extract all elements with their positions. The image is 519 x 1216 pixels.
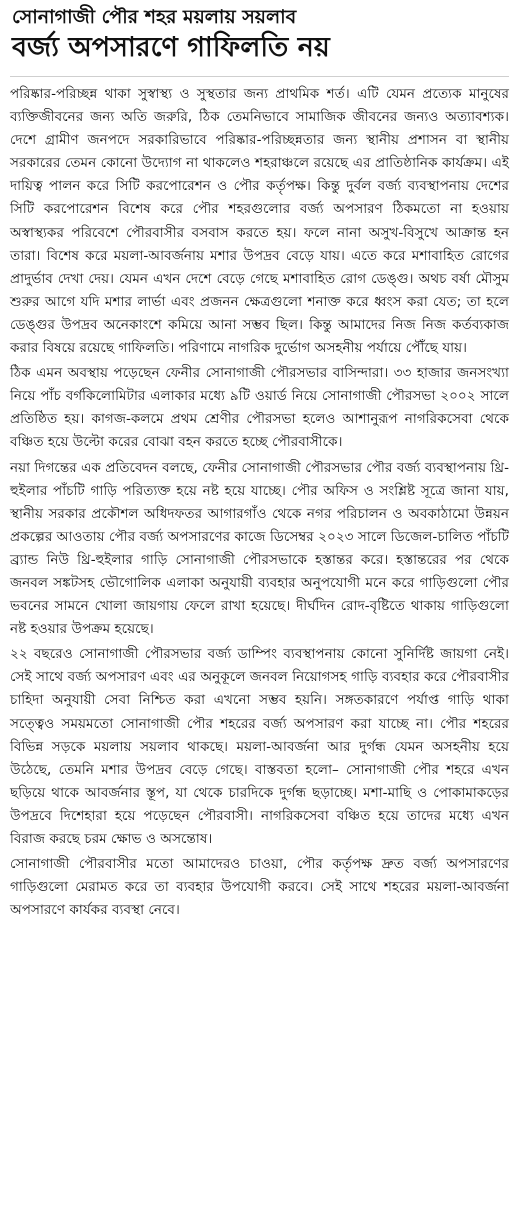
article-headline: বর্জ্য অপসারণে গাফিলতি নয় bbox=[12, 32, 330, 63]
body-paragraph-1: পরিষ্কার-পরিচ্ছন্ন থাকা সুস্বাস্থ্য ও সুস্থতার জন্য প্রাথমিক শর্ত। এটি যেমন প্রত্যেক মানুষের ব্যক্তিজীবনের জন্য অতি জরুরি, ঠিক তেমনিভাবে সামাজিক জীবনের জন্যও অত্যাবশ্যক। দেশে গ্রামীণ জনপদে সরকারিভাবে পরিষ্কার-পরিচ্ছন্নতার জন্য স্থানীয় প্রশাসন বা স্থানীয় সরকারের তেমন কোনো উদ্যোগ না থাকলেও শহরাঞ্চলে রয়েছে এর প্রাতিষ্ঠানিক কার্যক্রম। এই দায়িত্ব পালন করে সিটি করপোরেশন ও পৌর কর্তৃপক্ষ। কিন্তু দুর্বল বর্জ্য ব্যবস্থাপনায় দেশের সিটি করপোরেশন বিশেষ করে পৌর শহরগুলোর বর্জ্য অপসারণ ঠিকমতো না হওয়ায় অস্বাস্থ্যকর পরিবেশে পৌরবাসীর বসবাস করতে হয়। ফলে নানা অসুখ-বিসুখে আক্রান্ত হন তারা। বিশেষ করে ময়লা-আবর্জনায় মশার উপদ্রব বেড়ে যায়। এতে করে মশাবাহিত রোগের প্রাদুর্ভাব দেখা দেয়। যেমন এখন দেশে বেড়ে গেছে মশাবাহিত রোগ ডেঙ্গু। অথচ বর্ষা মৌসুম শুরুর আগে যদি মশার লার্ভা এবং প্রজনন ক্ষেত্রগুলো শনাক্ত করে ধ্বংস করা যেত; তা হলে ডেঙ্গুর উপদ্রব অনেকাংশে কমিয়ে আনা সম্ভব ছিল। কিন্তু আমাদের নিজ নিজ কর্তব্যকাজ করার বিষয়ে রয়েছে গাফিলতি। পরিণামে নাগরিক দুর্ভোগ অসহনীয় পর্যায়ে পৌঁছে যায়। bbox=[10, 86, 509, 357]
divider bbox=[10, 76, 509, 77]
article-kicker: সোনাগাজী পৌর শহর ময়লায় সয়লাব bbox=[12, 6, 297, 28]
body-paragraph-5: সোনাগাজী পৌরবাসীর মতো আমাদেরও চাওয়া, পৌর কর্তৃপক্ষ দ্রুত বর্জ্য অপসারণের গাড়িগুলো মেরামত করে তা ব্যবহার উপযোগী করবে। সেই সাথে শহরের ময়লা-আবর্জনা অপসারণে কার্যকর ব্যবস্থা নেবে। bbox=[10, 856, 509, 919]
body-paragraph-4: ২২ বছরেও সোনাগাজী পৌরসভার বর্জ্য ডাম্পিং ব্যবস্থাপনায় কোনো সুনির্দিষ্ট জায়গা নেই। সেই সাথে বর্জ্য অপসারণ এবং এর অনুকূলে জনবল নিয়োগসহ গাড়ি ব্যবহার করে পৌরবাসীর চাহিদা অনুযায়ী সেবা নিশ্চিত করা এখনো সম্ভব হয়নি। সঙ্গতকারণে পর্যাপ্ত গাড়ি থাকা সত্ত্বেও সময়মতো সোনাগাজী পৌর শহরের বর্জ্য অপসারণ করা যাচ্ছে না। পৌর শহরের বিভিন্ন সড়কে ময়লায় সয়লাব থাকছে। ময়লা-আবর্জনা আর দুর্গন্ধ যেমন অসহনীয় হয়ে উঠেছে, তেমনি মশার উপদ্রব বেড়ে গেছে। বাস্তবতা হলো– সোনাগাজী পৌর শহরে এখন ছড়িয়ে থাকে আবর্জনার স্তূপ, যা থেকে চারদিকে দুর্গন্ধ ছড়াচ্ছে। মশা-মাছি ও পোকামাকড়ের উপদ্রবে দিশেহারা হয়ে পড়েছেন পৌরবাসী। নাগরিকসেবা বঞ্চিত হয়ে তাদের মধ্যে এখন বিরাজ করছে চরম ক্ষোভ ও অসন্তোষ। bbox=[10, 646, 509, 847]
article-body bbox=[10, 83, 509, 922]
body-paragraph-2: ঠিক এমন অবস্থায় পড়েছেন ফেনীর সোনাগাজী পৌরসভার বাসিন্দারা। ৩৩ হাজার জনসংখ্যা নিয়ে পাঁচ বর্গকিলোমিটার এলাকার মধ্যে ৯টি ওয়ার্ড নিয়ে সোনাগাজী পৌরসভা ২০০২ সালে প্রতিষ্ঠিত হয়। কাগজ-কলমে প্রথম শ্রেণীর পৌরসভা হলেও আশানুরূপ নাগরিকসেবা থেকে বঞ্চিত হয়ে উল্টো করের বোঝা বহন করতে হচ্ছে পৌরবাসীকে। bbox=[10, 365, 509, 451]
body-paragraph-3: নয়া দিগন্তের এক প্রতিবেদন বলছে, ফেনীর সোনাগাজী পৌরসভার পৌর বর্জ্য ব্যবস্থাপনায় থ্রি-হুইলার পাঁচটি গাড়ি পরিত্যক্ত হয়ে নষ্ট হয়ে যাচ্ছে। পৌর অফিস ও সংশ্লিষ্ট সূত্রে জানা যায়, স্থানীয় সরকার প্রকৌশল অধিদফতর আগারগাঁও থেকে নগর পরিচালন ও অবকাঠামো উন্নয়ন প্রকল্পের আওতায় পৌর বর্জ্য অপসারণের কাজে ডিসেম্বর ২০২৩ সালে ডিজেল-চালিত পাঁচটি ব্র্যান্ড নিউ থ্রি-হুইলার গাড়ি সোনাগাজী পৌরসভাকে হস্তান্তর করে। হস্তান্তরের পর থেকে জনবল সঙ্কটসহ ভৌগোলিক এলাকা অনুযায়ী ব্যবহার অনুপযোগী মনে করে গাড়িগুলো পৌর ভবনের সামনে খোলা জায়গায় ফেলে রাখা হয়েছে। দীর্ঘদিন রোদ-বৃষ্টিতে থাকায় গাড়িগুলো নষ্ট হওয়ার উপক্রম হয়েছে। bbox=[10, 459, 509, 638]
